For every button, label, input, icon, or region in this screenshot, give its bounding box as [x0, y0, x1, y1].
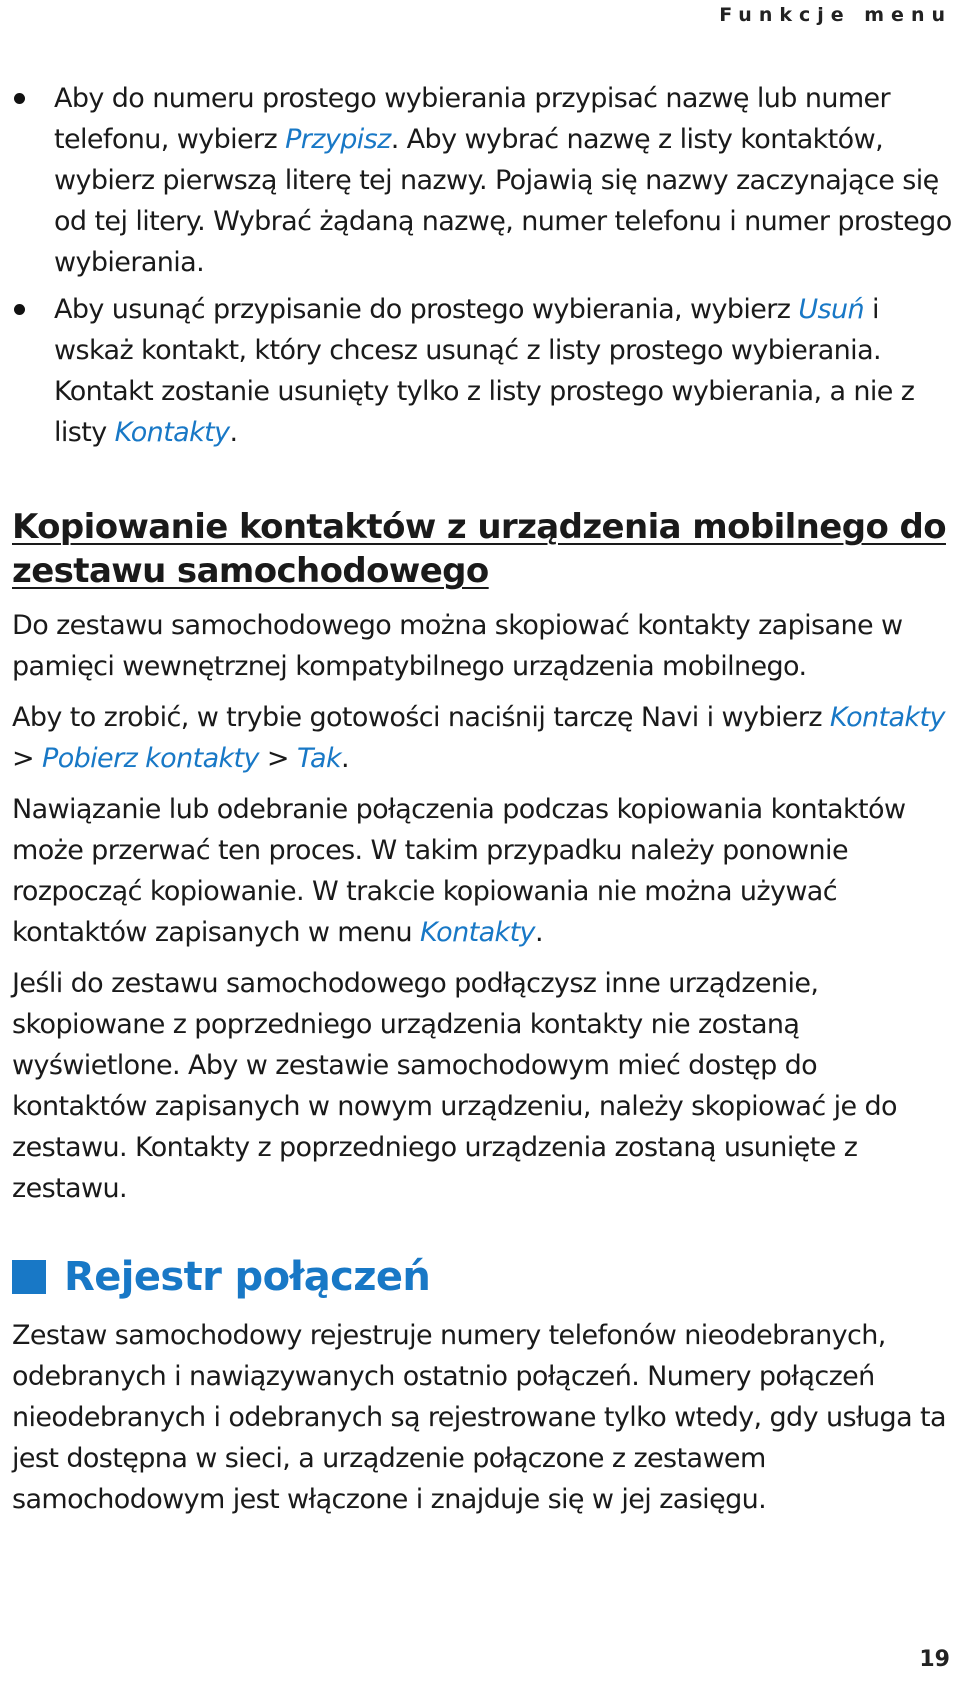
link-kontakty[interactable]: Kontakty	[829, 702, 945, 733]
running-header: Funkcje menu	[719, 4, 952, 26]
bullet-text: .	[229, 417, 238, 448]
link-przypisz[interactable]: Przypisz	[285, 124, 391, 155]
page-number: 19	[919, 1647, 950, 1672]
section-heading	[12, 1253, 952, 1301]
paragraph: Zestaw samochodowy rejestruje numery telefonów nieodebranych, odebranych i nawiązywanych ostatnio połączeń. Numery połączeń nieodebranych i odebranych są rejestrowane tylko wtedy, gdy usługa ta jest dostępna w sieci, a urządzenie połączone z zestawem samochodowym jest włączone i znajduje się w jej zasięgu.	[12, 1320, 946, 1515]
bullet-text: Aby usunąć przypisanie do prostego wybierania, wybierz	[54, 294, 799, 325]
subsection-heading: Kopiowanie kontaktów z urządzenia mobilnego do zestawu samochodowego	[12, 507, 946, 591]
bullet-list	[12, 78, 952, 453]
paragraph-text: .	[340, 743, 349, 774]
bullet-item	[12, 289, 952, 453]
bullet-text: Aby do numeru prostego wybierania przypisać nazwę lub numer telefonu, wybierz	[54, 83, 891, 155]
paragraph-text: Nawiązanie lub odebranie połączenia podczas kopiowania kontaktów może przerwać ten proces. W takim przypadku należy ponownie rozpocząć kopiowanie. W trakcie kopiowania nie można używać kontaktów zapisanych w menu	[12, 794, 906, 948]
link-kontakty[interactable]: Kontakty	[114, 417, 230, 448]
bullet-item	[12, 78, 952, 283]
square-bullet-icon	[12, 1260, 46, 1294]
link-tak[interactable]: Tak	[296, 743, 341, 774]
path-separator: >	[12, 743, 43, 774]
bullet-text: . Aby wybrać nazwę z listy kontaktów, wybierz pierwszą literę tej nazwy. Pojawią się nazwy zaczynające się od tej litery. Wybrać żądaną nazwę, numer telefonu i numer prostego wybierania.	[54, 124, 952, 278]
path-separator: >	[258, 743, 297, 774]
bullet-dot-icon	[14, 304, 25, 315]
paragraph	[12, 697, 952, 779]
bullet-dot-icon	[14, 93, 25, 104]
bullet-text: i wskaż kontakt, który chcesz usunąć z listy prostego wybierania. Kontakt zostanie usunięty tylko z listy prostego wybierania, a nie z listy	[54, 294, 915, 448]
paragraph-text: .	[534, 917, 543, 948]
paragraph: Do zestawu samochodowego można skopiować kontakty zapisane w pamięci wewnętrznej kompatybilnego urządzenia mobilnego.	[12, 610, 903, 682]
paragraph-text: Aby to zrobić, w trybie gotowości naciśnij tarczę Navi i wybierz	[12, 702, 830, 733]
link-kontakty[interactable]: Kontakty	[420, 917, 535, 948]
paragraph: Jeśli do zestawu samochodowego podłączysz inne urządzenie, skopiowane z poprzedniego urządzenia kontakty nie zostaną wyświetlone. Aby w zestawie samochodowym mieć dostęp do kontaktów zapisanych w nowym urządzeniu, należy skopiować je do zestawu. Kontakty z poprzedniego urządzenia zostaną usunięte z zestawu.	[12, 968, 897, 1204]
section-title: Rejestr połączeń	[64, 1254, 431, 1300]
paragraph	[12, 789, 952, 953]
link-pobierz-kontakty[interactable]: Pobierz kontakty	[42, 743, 259, 774]
page-content	[12, 78, 952, 1530]
link-usun[interactable]: Usuń	[798, 294, 865, 325]
